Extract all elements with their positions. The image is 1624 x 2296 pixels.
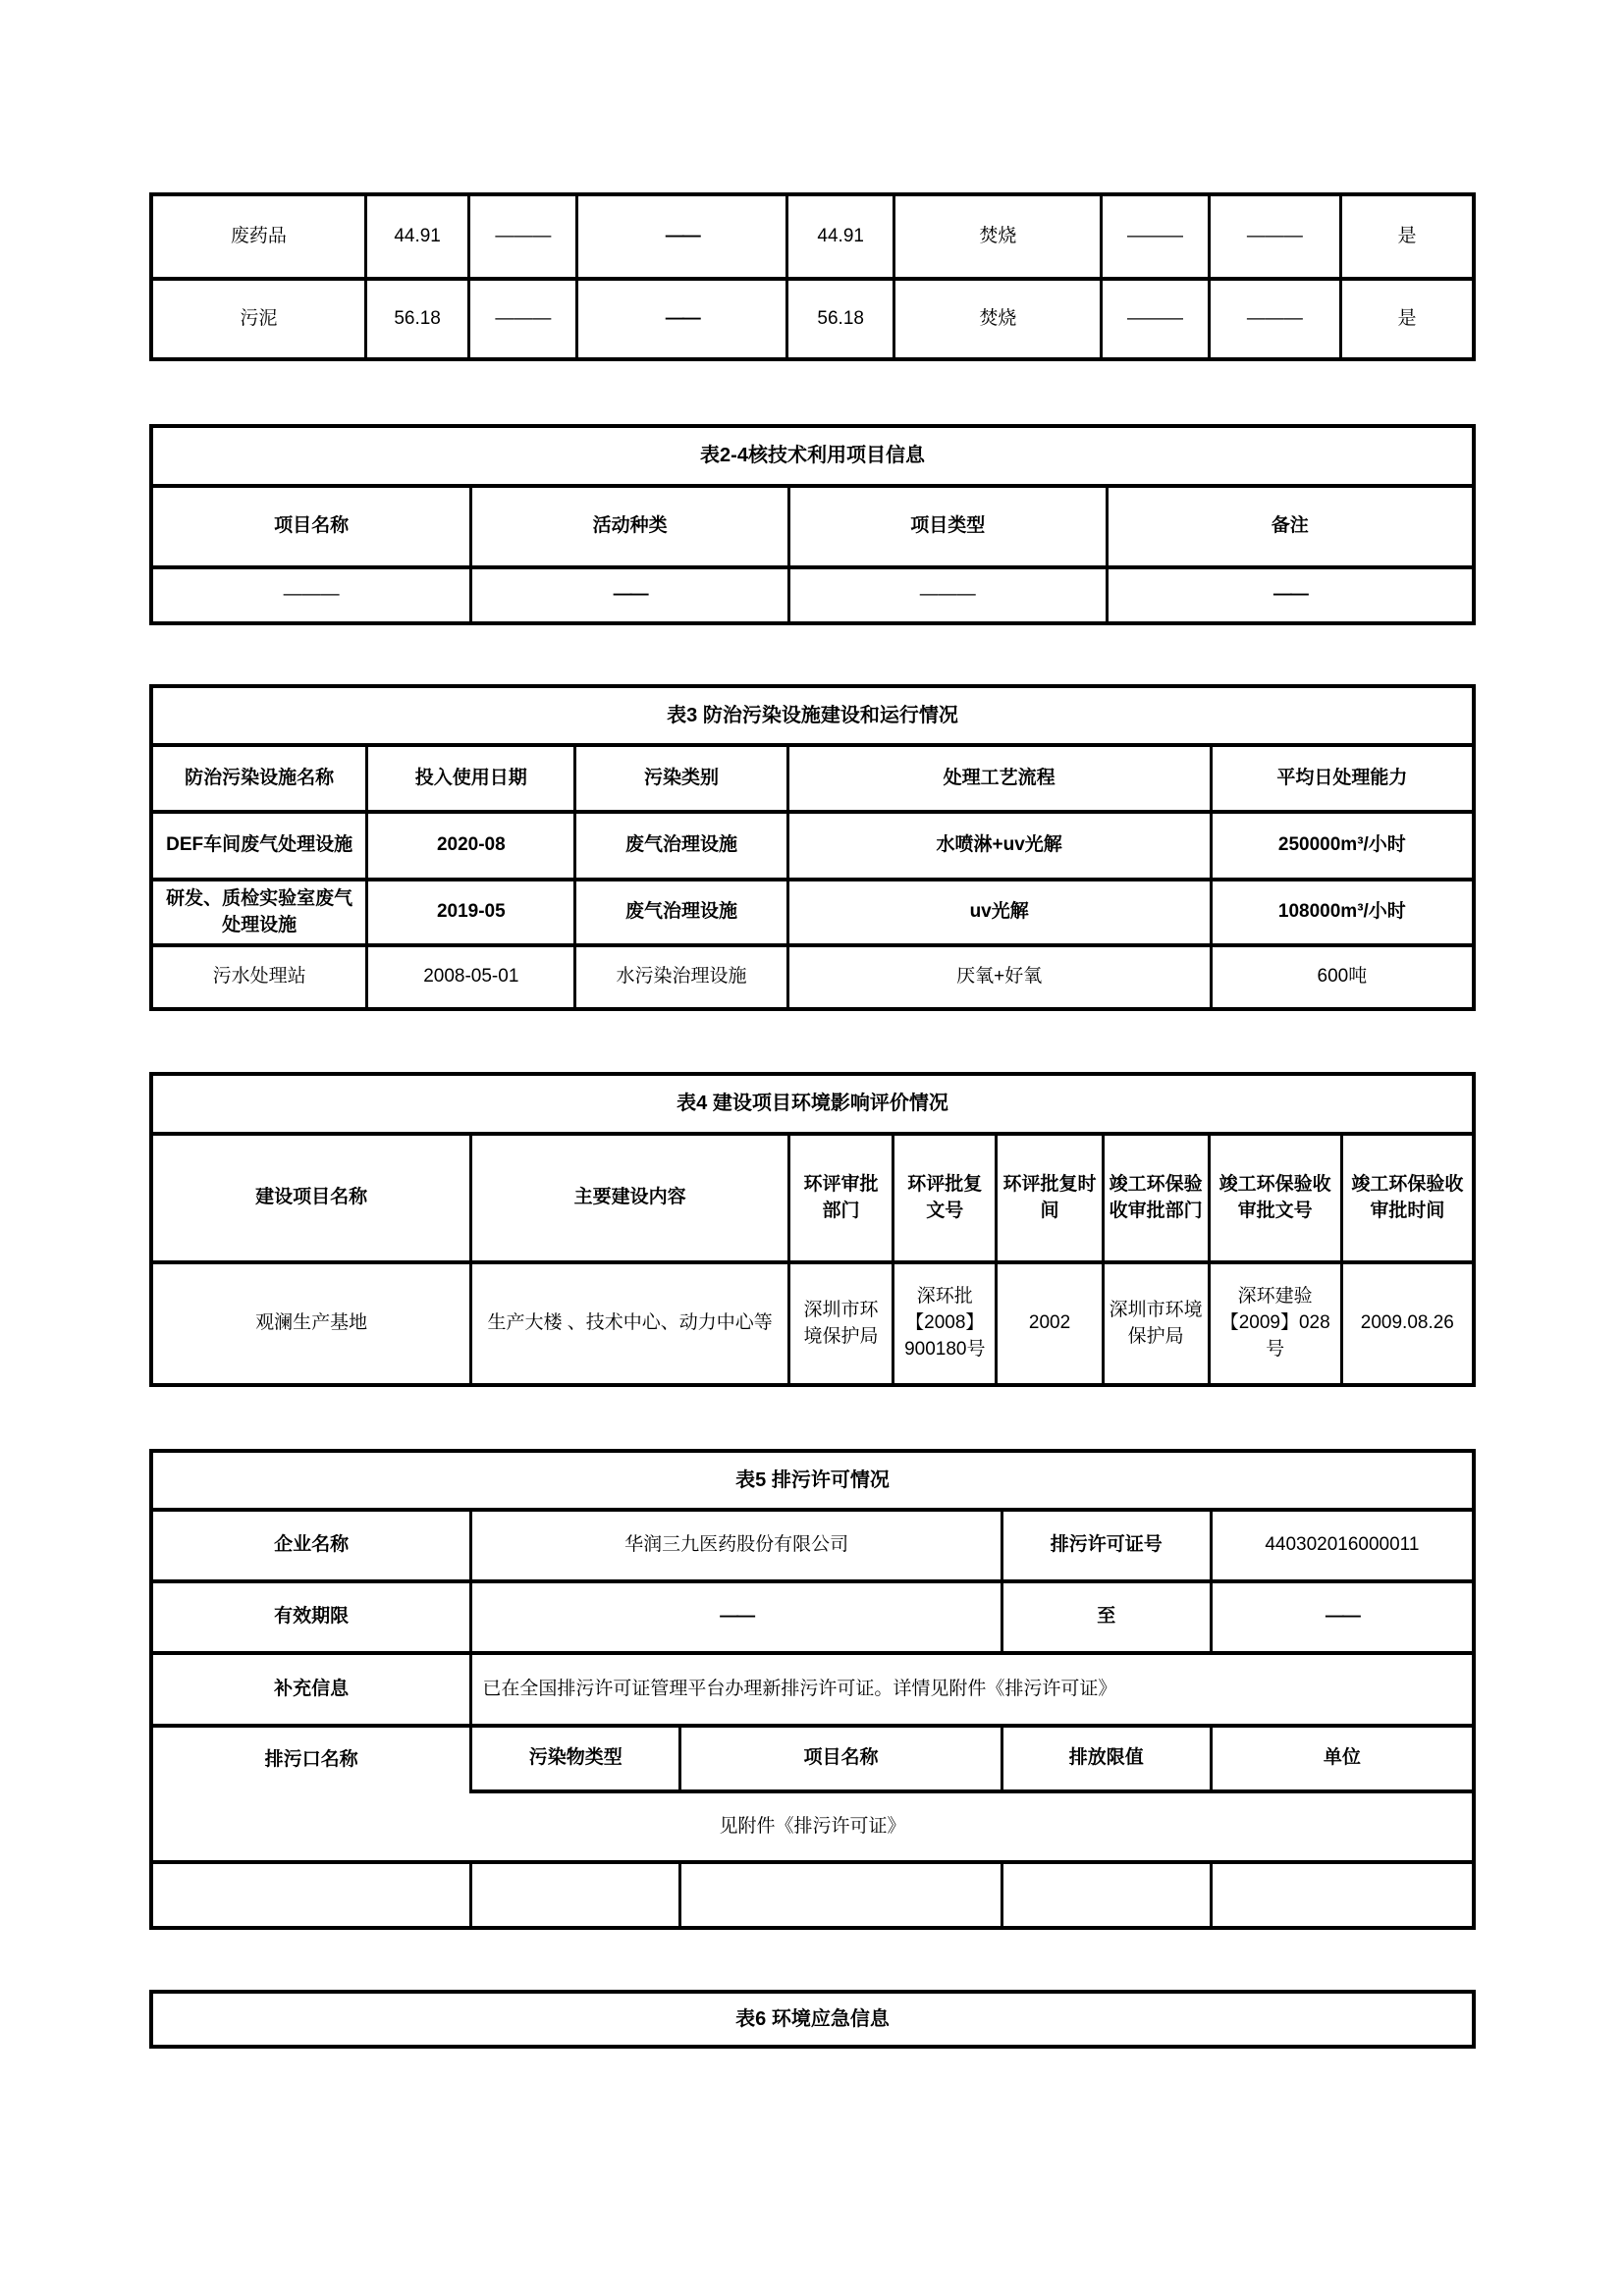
header-cell: 建设项目名称: [255, 1187, 368, 1208]
acceptance-time-cell: 2009.08.26: [1340, 1264, 1472, 1383]
facility-type-cell: 水污染治理设施: [573, 947, 785, 1007]
facility-date-cell: 2019-05: [365, 881, 573, 943]
header-cell: 防治污染设施名称: [185, 767, 335, 788]
header-cell: 环评批复时间: [995, 1136, 1101, 1260]
project-content-cell: 生产大楼 、技术中心、动力中心等: [469, 1264, 787, 1383]
project-name-cell: 观澜生产基地: [255, 1312, 368, 1334]
emergency-info-table: [149, 1990, 1476, 2049]
table-row: [153, 943, 1472, 1007]
header-cell: 项目类型: [787, 488, 1106, 565]
waste-disposal-table: [149, 192, 1476, 361]
facility-date-cell: 2020-08: [365, 814, 573, 878]
header-cell: 环评批复文号: [892, 1136, 995, 1260]
table-row: [153, 878, 1472, 943]
header-cell: 活动种类: [469, 488, 787, 565]
flag-cell: 是: [1339, 196, 1472, 277]
attachment-note-cell: 见附件《排污许可证》: [719, 1815, 906, 1837]
discharge-permit-table: [149, 1449, 1476, 1930]
table-row: [153, 810, 1472, 878]
flag-cell: 是: [1339, 281, 1472, 357]
empty-row: [153, 1860, 1472, 1926]
outlet-header-row: [153, 1724, 1472, 1793]
header-cell: 投入使用日期: [365, 747, 573, 810]
validity-to-label-cell: 至: [1001, 1583, 1210, 1651]
header-cell: 环评审批部门: [787, 1136, 892, 1260]
header-cell: 污染类别: [573, 747, 785, 810]
table-title-row: [153, 1076, 1472, 1132]
disposal-method-cell: 焚烧: [893, 281, 1100, 357]
eia-table: [149, 1072, 1476, 1387]
table-row: [153, 1260, 1472, 1383]
header-cell: 污染物类型: [469, 1728, 678, 1793]
validity-to-cell: ——: [1210, 1583, 1472, 1651]
empty-cell: [1001, 1864, 1210, 1926]
pollution-facility-table: [149, 684, 1476, 1011]
empty-cell: [1210, 1864, 1472, 1926]
facility-date-cell: 2008-05-01: [365, 947, 573, 1007]
facility-type-cell: 废气治理设施: [573, 814, 785, 878]
acceptance-dept-cell: 深圳市环境保护局: [1102, 1264, 1208, 1383]
supplement-label-cell: 补充信息: [274, 1678, 350, 1699]
eia-dept-cell: 深圳市环境保护局: [787, 1264, 892, 1383]
dash-cell: ——: [469, 569, 787, 621]
facility-name-cell: DEF车间废气处理设施: [166, 834, 353, 856]
header-cell: 项目名称: [678, 1728, 1001, 1793]
company-label-cell: 企业名称: [274, 1534, 350, 1556]
waste-name-cell: 污泥: [240, 307, 278, 329]
facility-capacity-cell: 250000m³/小时: [1210, 814, 1472, 878]
dash-cell: ———: [787, 569, 1106, 621]
header-cell: 平均日处理能力: [1210, 747, 1472, 810]
table-title: 表6 环境应急信息: [735, 2007, 890, 2030]
table-header-row: [153, 1132, 1472, 1260]
table-row: [153, 565, 1472, 621]
header-cell: 排放限值: [1001, 1728, 1210, 1793]
facility-process-cell: 厌氧+好氧: [786, 947, 1210, 1007]
company-value-cell: 华润三九医药股份有限公司: [469, 1512, 1001, 1579]
supplement-value-cell: 已在全国排污许可证管理平台办理新排污许可证。详情见附件《排污许可证》: [469, 1655, 1472, 1724]
facility-process-cell: 水喷淋+uv光解: [786, 814, 1210, 878]
empty-cell: [153, 1864, 469, 1926]
dash-cell: ———: [467, 196, 575, 277]
table-title-row: [153, 688, 1472, 743]
nuclear-tech-table: [149, 424, 1476, 625]
header-cell: 处理工艺流程: [786, 747, 1210, 810]
table-title-row: [153, 428, 1472, 484]
dash-cell: ———: [1100, 196, 1207, 277]
dash-cell: ———: [283, 584, 340, 606]
facility-capacity-cell: 600吨: [1210, 947, 1472, 1007]
table-row: [153, 277, 1472, 357]
permit-no-label-cell: 排污许可证号: [1001, 1512, 1210, 1579]
dash-cell: ———: [467, 281, 575, 357]
dash-cell: ———: [1208, 196, 1339, 277]
table-header-row: [153, 484, 1472, 565]
facility-name-cell: 研发、质检实验室废气处理设施: [166, 887, 353, 935]
table-row: [153, 196, 1472, 277]
table-title: 表5 排污许可情况: [735, 1468, 890, 1491]
waste-amount-cell: 44.91: [364, 196, 467, 277]
header-cell: 竣工环保验收审批文号: [1208, 1136, 1340, 1260]
empty-cell: [678, 1864, 1001, 1926]
table-title: 表4 建设项目环境影响评价情况: [677, 1093, 948, 1115]
table-row: [153, 1651, 1472, 1724]
waste-name-cell: 废药品: [230, 225, 287, 246]
table-row: [153, 1508, 1472, 1579]
eia-time-cell: 2002: [995, 1264, 1101, 1383]
waste-amount-cell: 44.91: [785, 196, 893, 277]
header-cell: 项目名称: [274, 515, 350, 537]
header-cell: 竣工环保验收审批时间: [1340, 1136, 1472, 1260]
facility-type-cell: 废气治理设施: [573, 881, 785, 943]
permit-no-value-cell: 440302016000011: [1210, 1512, 1472, 1579]
header-cell: 排污口名称: [264, 1749, 358, 1771]
facility-name-cell: 污水处理站: [212, 966, 306, 988]
validity-from-cell: ——: [469, 1583, 1001, 1651]
facility-process-cell: uv光解: [786, 881, 1210, 943]
table-title: 表2-4核技术利用项目信息: [700, 445, 925, 467]
acceptance-doc-cell: 深环建验【2009】028号: [1208, 1264, 1340, 1383]
header-cell: 单位: [1210, 1728, 1472, 1793]
waste-amount-cell: 56.18: [785, 281, 893, 357]
dash-cell: ——: [575, 281, 785, 357]
header-cell: 备注: [1106, 488, 1472, 565]
dash-cell: ——: [1106, 569, 1472, 621]
table-title-row: [153, 1994, 1472, 2045]
table-header-row: [153, 743, 1472, 810]
attachment-note-row: [153, 1793, 1472, 1860]
eia-doc-cell: 深环批【2008】900180号: [892, 1264, 995, 1383]
header-cell: 主要建设内容: [469, 1136, 787, 1260]
dash-cell: ——: [575, 196, 785, 277]
header-cell: 竣工环保验收审批部门: [1102, 1136, 1208, 1260]
validity-label-cell: 有效期限: [274, 1606, 350, 1628]
table-title: 表3 防治污染设施建设和运行情况: [667, 704, 958, 726]
table-title-row: [153, 1453, 1472, 1508]
waste-amount-cell: 56.18: [364, 281, 467, 357]
facility-capacity-cell: 108000m³/小时: [1210, 881, 1472, 943]
disposal-method-cell: 焚烧: [893, 196, 1100, 277]
table-row: [153, 1579, 1472, 1651]
dash-cell: ———: [1208, 281, 1339, 357]
dash-cell: ———: [1100, 281, 1207, 357]
empty-cell: [469, 1864, 678, 1926]
